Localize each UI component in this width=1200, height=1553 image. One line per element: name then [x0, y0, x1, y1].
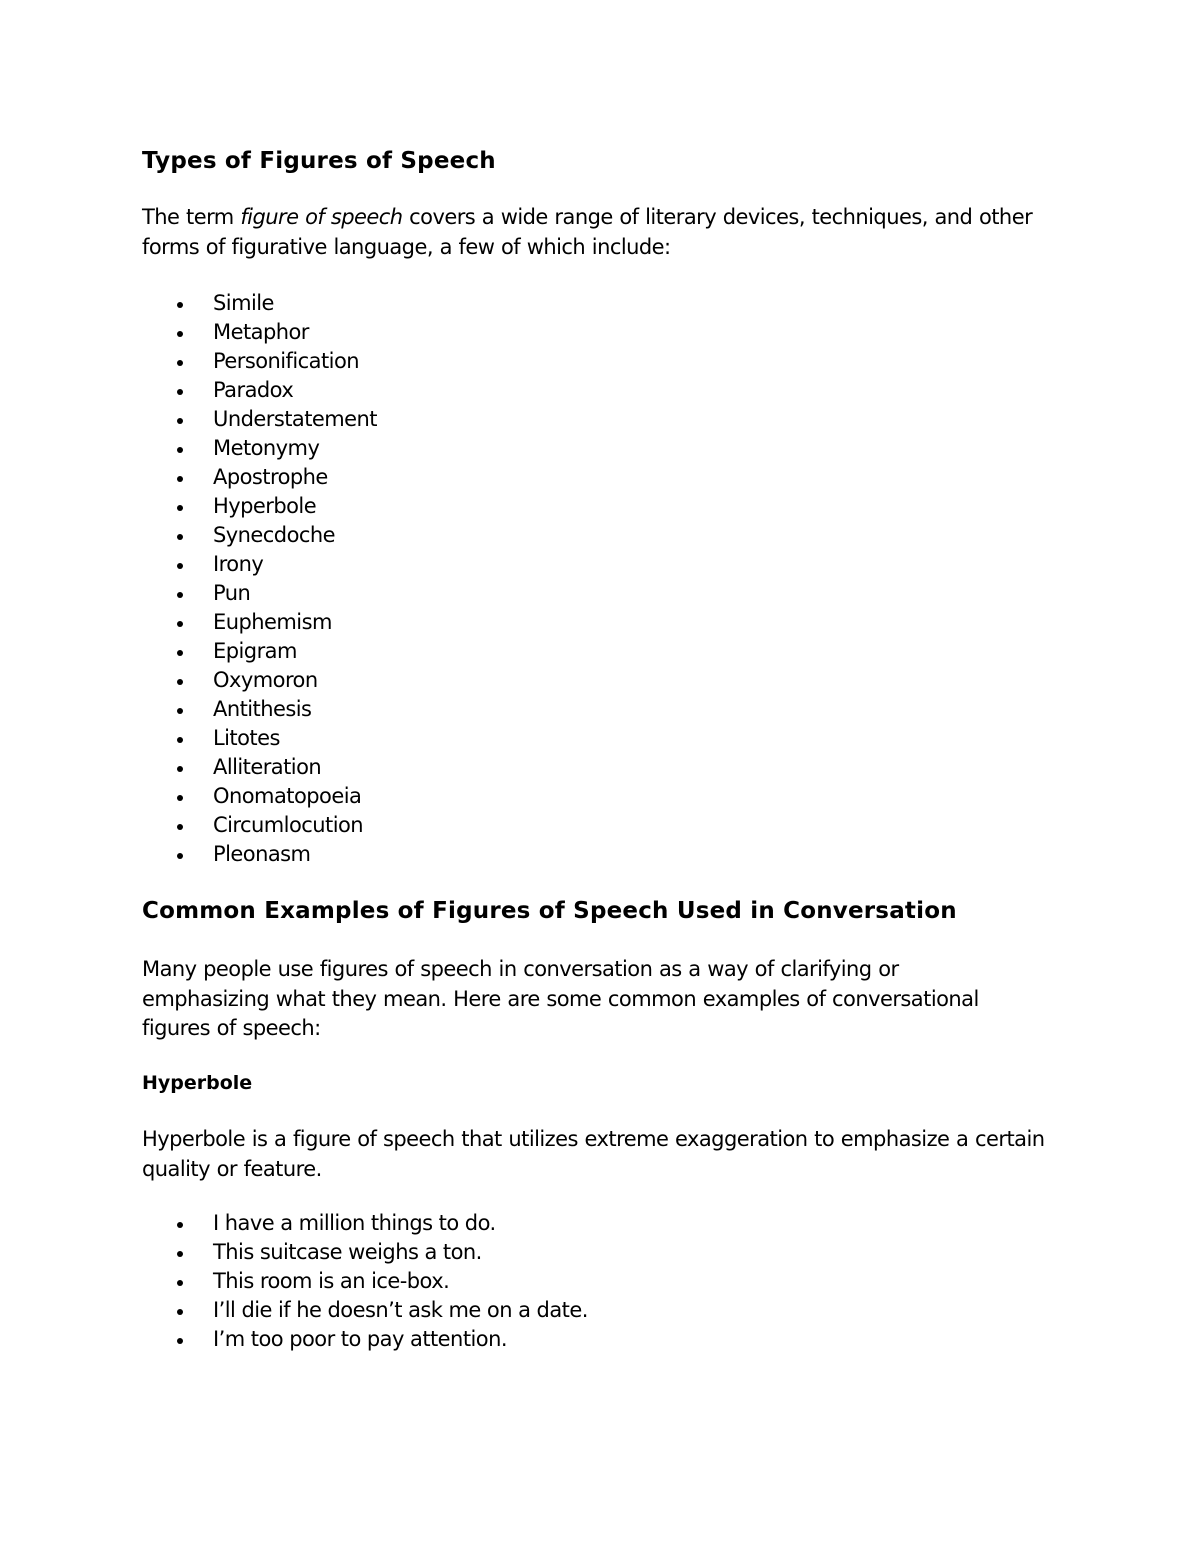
- hyperbole-examples-list: [142, 1209, 588, 1354]
- bullet-icon: [177, 476, 183, 482]
- bullet-icon: [177, 534, 183, 540]
- example-item-text: This suitcase weighs a ton.: [213, 1240, 482, 1264]
- bullet-icon: [177, 1251, 183, 1257]
- list-item: [142, 840, 377, 869]
- bullet-icon: [177, 389, 183, 395]
- list-item: [142, 550, 377, 579]
- bullet-icon: [177, 853, 183, 859]
- list-item-text: Apostrophe: [213, 465, 328, 489]
- bullet-icon: [177, 418, 183, 424]
- list-item-text: Metonymy: [213, 436, 320, 460]
- list-item-text: Circumlocution: [213, 813, 364, 837]
- example-item: [142, 1267, 588, 1296]
- list-item: [142, 434, 377, 463]
- example-item: [142, 1238, 588, 1267]
- example-item-text: I’ll die if he doesn’t ask me on a date.: [213, 1298, 588, 1322]
- bullet-icon: [177, 302, 183, 308]
- list-item: [142, 782, 377, 811]
- list-item-text: Euphemism: [213, 610, 332, 634]
- list-item: [142, 376, 377, 405]
- bullet-icon: [177, 1222, 183, 1228]
- list-item: [142, 289, 377, 318]
- list-item-text: Simile: [213, 291, 274, 315]
- example-item-text: I’m too poor to pay attention.: [213, 1327, 507, 1351]
- bullet-icon: [177, 1338, 183, 1344]
- bullet-icon: [177, 1280, 183, 1286]
- list-item: [142, 637, 377, 666]
- bullet-icon: [177, 679, 183, 685]
- bullet-icon: [177, 621, 183, 627]
- list-item-text: Pun: [213, 581, 251, 605]
- list-item: [142, 521, 377, 550]
- list-item: [142, 608, 377, 637]
- list-item-text: Pleonasm: [213, 842, 311, 866]
- list-item-text: Synecdoche: [213, 523, 335, 547]
- bullet-icon: [177, 708, 183, 714]
- bullet-icon: [177, 447, 183, 453]
- bullet-icon: [177, 563, 183, 569]
- figures-list: [142, 289, 377, 869]
- bullet-icon: [177, 766, 183, 772]
- example-item-text: I have a million things to do.: [213, 1211, 496, 1235]
- list-item: [142, 405, 377, 434]
- example-item: [142, 1325, 588, 1354]
- example-item-text: This room is an ice-box.: [213, 1269, 450, 1293]
- hyperbole-heading: Hyperbole: [142, 1072, 253, 1094]
- list-item: [142, 463, 377, 492]
- section-title-common-examples: Common Examples of Figures of Speech Used in Conversation: [142, 898, 957, 924]
- bullet-icon: [177, 1309, 183, 1315]
- bullet-icon: [177, 331, 183, 337]
- list-item-text: Personification: [213, 349, 360, 373]
- list-item-text: Irony: [213, 552, 264, 576]
- list-item: [142, 695, 377, 724]
- list-item-text: Litotes: [213, 726, 280, 750]
- intro-text-after: covers a wide range of literary devices, techniques, and other forms of figurative language, a few of which include:: [142, 205, 1033, 259]
- bullet-icon: [177, 505, 183, 511]
- example-item: [142, 1296, 588, 1325]
- list-item: [142, 724, 377, 753]
- bullet-icon: [177, 592, 183, 598]
- list-item-text: Antithesis: [213, 697, 312, 721]
- intro-paragraph: [142, 203, 1042, 262]
- bullet-icon: [177, 824, 183, 830]
- intro-term-emphasis: figure of speech: [240, 205, 403, 229]
- list-item: [142, 753, 377, 782]
- example-item: [142, 1209, 588, 1238]
- intro-text-before: The term: [142, 205, 241, 229]
- list-item-text: Metaphor: [213, 320, 309, 344]
- list-item-text: Understatement: [213, 407, 377, 431]
- list-item-text: Hyperbole: [213, 494, 317, 518]
- list-item: [142, 347, 377, 376]
- section-title-types: Types of Figures of Speech: [142, 148, 496, 174]
- list-item: [142, 492, 377, 521]
- list-item: [142, 666, 377, 695]
- list-item: [142, 811, 377, 840]
- list-item: [142, 579, 377, 608]
- list-item-text: Paradox: [213, 378, 294, 402]
- conversation-intro-paragraph: Many people use figures of speech in conversation as a way of clarifying or emphasizing what they mean. Here are some common examples of conversational figures of speech:: [142, 957, 979, 1040]
- hyperbole-description: Hyperbole is a figure of speech that utilizes extreme exaggeration to emphasize a certain quality or feature.: [142, 1127, 1045, 1181]
- bullet-icon: [177, 650, 183, 656]
- list-item-text: Oxymoron: [213, 668, 318, 692]
- list-item-text: Onomatopoeia: [213, 784, 362, 808]
- list-item-text: Alliteration: [213, 755, 322, 779]
- list-item: [142, 318, 377, 347]
- bullet-icon: [177, 737, 183, 743]
- bullet-icon: [177, 360, 183, 366]
- bullet-icon: [177, 795, 183, 801]
- list-item-text: Epigram: [213, 639, 297, 663]
